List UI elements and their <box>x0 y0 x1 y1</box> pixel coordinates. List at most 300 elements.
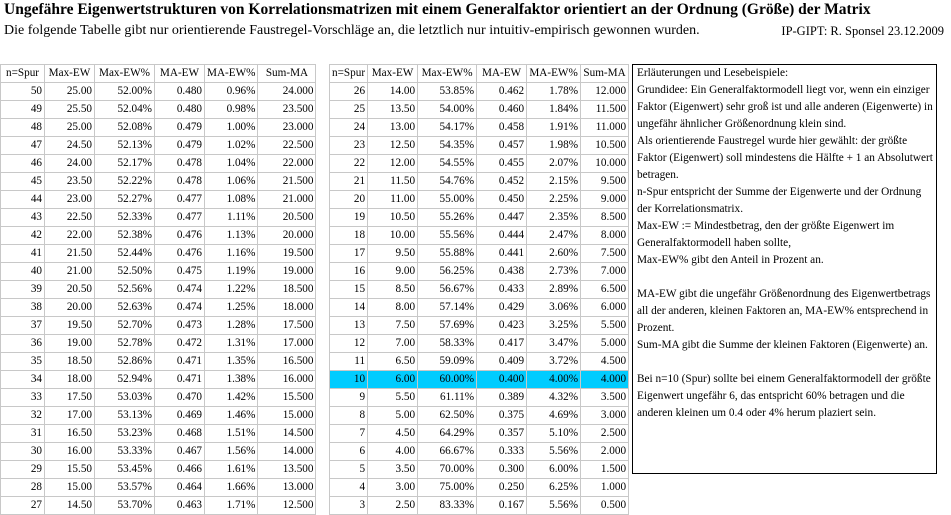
table-cell: 52.78% <box>95 335 155 353</box>
table-body <box>330 83 629 515</box>
table-cell: 10.50 <box>368 209 418 227</box>
table-cell: 37 <box>1 317 45 335</box>
table-cell: 2.07% <box>527 155 581 173</box>
table-cell: 17.50 <box>45 389 95 407</box>
table-cell: 0.476 <box>155 245 205 263</box>
table-cell: 6.00 <box>368 371 418 389</box>
table-cell: 3.500 <box>581 389 629 407</box>
table-cell: 4.00% <box>527 371 581 389</box>
table-cell: 0.480 <box>155 83 205 101</box>
table-cell: 3.47% <box>527 335 581 353</box>
table-cell: 10.500 <box>581 137 629 155</box>
table-cell: 9.000 <box>581 191 629 209</box>
table-row <box>330 299 629 317</box>
table-cell: 24.00 <box>45 155 95 173</box>
table-cell: 54.35% <box>418 137 477 155</box>
table-cell: 4 <box>330 479 368 497</box>
table-cell: 1.25% <box>205 299 258 317</box>
table-row <box>330 461 629 479</box>
table-cell: 4.32% <box>527 389 581 407</box>
table-cell: 15.00 <box>45 479 95 497</box>
table-cell: 0.466 <box>155 461 205 479</box>
table-cell: 13.50 <box>368 101 418 119</box>
table-cell: 19 <box>330 209 368 227</box>
table-cell: 52.04% <box>95 101 155 119</box>
table-cell: 0.479 <box>155 119 205 137</box>
table-cell: 6 <box>330 443 368 461</box>
eigenvalue-table-left <box>0 64 316 515</box>
table-cell: 1.84% <box>527 101 581 119</box>
table-cell: 11 <box>330 353 368 371</box>
table-cell: 0.452 <box>477 173 527 191</box>
table-cell: 12.000 <box>581 83 629 101</box>
table-row <box>330 227 629 245</box>
table-cell: 0.409 <box>477 353 527 371</box>
table-cell: 31 <box>1 425 45 443</box>
table-cell: 0.455 <box>477 155 527 173</box>
table-cell: 0.477 <box>155 209 205 227</box>
table-cell: 0.98% <box>205 101 258 119</box>
table-cell: 25.00 <box>45 83 95 101</box>
table-cell: 0.460 <box>477 101 527 119</box>
table-cell: 1.56% <box>205 443 258 461</box>
column-header: MA-EW% <box>527 65 581 83</box>
table-cell: 8.00 <box>368 299 418 317</box>
table-row <box>1 281 316 299</box>
table-cell: 12.00 <box>368 155 418 173</box>
table-cell: 9.50 <box>368 245 418 263</box>
table-cell: 16 <box>330 263 368 281</box>
explanation-notes-box <box>632 64 937 474</box>
table-cell: 0.441 <box>477 245 527 263</box>
table-cell: 83.33% <box>418 497 477 515</box>
table-row <box>1 335 316 353</box>
table-cell: 54.76% <box>418 173 477 191</box>
table-cell: 59.09% <box>418 353 477 371</box>
table-cell: 1.000 <box>581 479 629 497</box>
table-cell: 23 <box>330 137 368 155</box>
table-cell: 52.63% <box>95 299 155 317</box>
table-cell: 10 <box>330 371 368 389</box>
table-cell: 0.417 <box>477 335 527 353</box>
column-header: Max-EW <box>45 65 95 83</box>
table-cell: 5.500 <box>581 317 629 335</box>
table-row <box>330 317 629 335</box>
table-row <box>1 191 316 209</box>
table-cell: 0.458 <box>477 119 527 137</box>
table-header-row <box>330 65 629 83</box>
table-cell: 0.389 <box>477 389 527 407</box>
table-cell: 16.000 <box>258 371 316 389</box>
table-cell: 14.500 <box>258 425 316 443</box>
table-cell: 5.000 <box>581 335 629 353</box>
table-cell: 27 <box>1 497 45 515</box>
table-row <box>1 353 316 371</box>
table-cell: 52.70% <box>95 317 155 335</box>
table-cell: 0.423 <box>477 317 527 335</box>
table-cell: 0.462 <box>477 83 527 101</box>
table-cell: 47 <box>1 137 45 155</box>
table-cell: 3.72% <box>527 353 581 371</box>
table-cell: 2.60% <box>527 245 581 263</box>
table-cell: 16.00 <box>45 443 95 461</box>
table-cell: 6.25% <box>527 479 581 497</box>
column-header: n=Spur <box>330 65 368 83</box>
table-cell: 52.33% <box>95 209 155 227</box>
table-cell: 11.500 <box>581 101 629 119</box>
note-paragraph: Erläuterungen und Lesebeispiele: <box>637 67 789 79</box>
table-cell: 36 <box>1 335 45 353</box>
table-cell: 7.500 <box>581 245 629 263</box>
table-cell: 49 <box>1 101 45 119</box>
note-paragraph: Als orientierende Faustregel wurde hier gewählt: der größte Faktor (Eigenwert) soll mindestens die Hälfte + 1 an Absolutwert betragen. <box>637 135 933 181</box>
table-cell: 0.357 <box>477 425 527 443</box>
table-cell: 30 <box>1 443 45 461</box>
column-header: MA-EW% <box>205 65 258 83</box>
table-cell: 1.71% <box>205 497 258 515</box>
table-cell: 25 <box>330 101 368 119</box>
table-cell: 10.00 <box>368 227 418 245</box>
table-cell: 55.56% <box>418 227 477 245</box>
author-credit: IP-GIPT: R. Sponsel 23.12.2009 <box>781 24 944 38</box>
table-cell: 1.61% <box>205 461 258 479</box>
table-cell: 14.000 <box>258 443 316 461</box>
table-cell: 14.50 <box>45 497 95 515</box>
table-cell: 55.00% <box>418 191 477 209</box>
table-cell: 21 <box>330 173 368 191</box>
table-cell: 52.44% <box>95 245 155 263</box>
table-cell: 57.69% <box>418 317 477 335</box>
column-header: Max-EW <box>368 65 418 83</box>
table-cell: 3.000 <box>581 407 629 425</box>
table-cell: 23.50 <box>45 173 95 191</box>
table-cell: 13.000 <box>258 479 316 497</box>
table-cell: 0.450 <box>477 191 527 209</box>
table-cell: 20 <box>330 191 368 209</box>
table-cell: 18.000 <box>258 299 316 317</box>
column-header: Sum-MA <box>258 65 316 83</box>
table-cell: 2.25% <box>527 191 581 209</box>
table-cell: 18.50 <box>45 353 95 371</box>
table-row <box>1 209 316 227</box>
table-cell: 11.50 <box>368 173 418 191</box>
table-cell: 12.50 <box>368 137 418 155</box>
table-cell: 52.17% <box>95 155 155 173</box>
table-cell: 1.13% <box>205 227 258 245</box>
table-cell: 7.50 <box>368 317 418 335</box>
table-cell: 58.33% <box>418 335 477 353</box>
table-cell: 0.471 <box>155 353 205 371</box>
table-cell: 24.000 <box>258 83 316 101</box>
table-cell: 12.500 <box>258 497 316 515</box>
table-cell: 3.50 <box>368 461 418 479</box>
table-cell: 18.00 <box>45 371 95 389</box>
table-cell: 0.438 <box>477 263 527 281</box>
table-cell: 2.50 <box>368 497 418 515</box>
page-subtitle: Die folgende Tabelle gibt nur orientierende Faustregel-Vorschläge an, die letztlich nur intuitiv-empirisch gewonnen wurden. <box>4 23 700 38</box>
table-cell: 55.88% <box>418 245 477 263</box>
table-cell: 19.500 <box>258 245 316 263</box>
table-cell: 9.00 <box>368 263 418 281</box>
table-cell: 22.500 <box>258 137 316 155</box>
table-cell: 10.000 <box>581 155 629 173</box>
table-row <box>330 83 629 101</box>
table-row <box>1 371 316 389</box>
table-cell: 0.469 <box>155 407 205 425</box>
table-cell: 22.000 <box>258 155 316 173</box>
table-cell: 55.26% <box>418 209 477 227</box>
table-cell: 20.00 <box>45 299 95 317</box>
table-cell: 75.00% <box>418 479 477 497</box>
column-header: MA-EW <box>477 65 527 83</box>
note-paragraph: Bei n=10 (Spur) sollte bei einem Generalfaktormodell der größte Eigenwert ungefähr 6, das entspricht 60% betragen und die anderen kleinen um 0.4 oder 4% herum plaziert sein. <box>637 373 931 419</box>
table-cell: 23.500 <box>258 101 316 119</box>
note-paragraph: Max-EW := Mindestbetrag, den der größte Eigenwert im Generalfaktormodell haben sollte, <box>637 220 895 249</box>
table-cell: 29 <box>1 461 45 479</box>
table-cell: 21.500 <box>258 173 316 191</box>
table-row <box>1 83 316 101</box>
table-row <box>1 425 316 443</box>
table-cell: 64.29% <box>418 425 477 443</box>
table-cell: 52.27% <box>95 191 155 209</box>
table-cell: 0.433 <box>477 281 527 299</box>
table-cell: 1.46% <box>205 407 258 425</box>
table-cell: 20.500 <box>258 209 316 227</box>
table-cell: 15 <box>330 281 368 299</box>
table-cell: 52.56% <box>95 281 155 299</box>
table-cell: 0.463 <box>155 497 205 515</box>
column-header: Max-EW% <box>418 65 477 83</box>
table-cell: 0.479 <box>155 137 205 155</box>
table-row <box>1 317 316 335</box>
table-cell: 46 <box>1 155 45 173</box>
table-cell: 18.500 <box>258 281 316 299</box>
column-header: n=Spur <box>1 65 45 83</box>
note-paragraph: Max-EW% gibt den Anteil in Prozent an. <box>637 254 824 266</box>
table-cell: 1.19% <box>205 263 258 281</box>
eigenvalue-table-right <box>329 64 629 515</box>
table-cell: 9 <box>330 389 368 407</box>
table-row <box>1 119 316 137</box>
table-cell: 41 <box>1 245 45 263</box>
table-cell: 56.67% <box>418 281 477 299</box>
table-cell: 0.478 <box>155 155 205 173</box>
table-cell: 5.50 <box>368 389 418 407</box>
table-cell: 53.85% <box>418 83 477 101</box>
table-cell: 45 <box>1 173 45 191</box>
table-cell: 1.31% <box>205 335 258 353</box>
table-row <box>1 101 316 119</box>
table-row <box>330 245 629 263</box>
table-cell: 28 <box>1 479 45 497</box>
table-cell: 22 <box>330 155 368 173</box>
table-cell: 6.50 <box>368 353 418 371</box>
table-cell: 4.000 <box>581 371 629 389</box>
table-cell: 38 <box>1 299 45 317</box>
table-cell: 0.480 <box>155 101 205 119</box>
table-cell: 52.94% <box>95 371 155 389</box>
table-cell: 4.69% <box>527 407 581 425</box>
table-cell: 53.57% <box>95 479 155 497</box>
table-cell: 52.38% <box>95 227 155 245</box>
table-cell: 0.475 <box>155 263 205 281</box>
table-cell: 0.474 <box>155 281 205 299</box>
table-cell: 1.06% <box>205 173 258 191</box>
table-cell: 5.56% <box>527 497 581 515</box>
table-cell: 8.50 <box>368 281 418 299</box>
table-cell: 6.00% <box>527 461 581 479</box>
table-cell: 24 <box>330 119 368 137</box>
table-cell: 14.00 <box>368 83 418 101</box>
table-cell: 61.11% <box>418 389 477 407</box>
table-cell: 0.470 <box>155 389 205 407</box>
table-cell: 0.333 <box>477 443 527 461</box>
table-cell: 0.444 <box>477 227 527 245</box>
table-cell: 42 <box>1 227 45 245</box>
table-cell: 1.04% <box>205 155 258 173</box>
table-cell: 8.000 <box>581 227 629 245</box>
table-cell: 1.78% <box>527 83 581 101</box>
table-cell: 66.67% <box>418 443 477 461</box>
table-row <box>330 119 629 137</box>
table-cell: 7.00 <box>368 335 418 353</box>
table-row <box>1 461 316 479</box>
note-spacer <box>637 354 933 371</box>
table-cell: 4.500 <box>581 353 629 371</box>
table-row <box>330 191 629 209</box>
table-cell: 39 <box>1 281 45 299</box>
table-cell: 21.00 <box>45 263 95 281</box>
table-cell: 5.56% <box>527 443 581 461</box>
table-cell: 33 <box>1 389 45 407</box>
note-paragraph: Grundidee: Ein Generalfaktormodell liegt vor, wenn ein einziger Faktor (Eigenwert) sehr groß ist und alle anderen (Eigenwerte) in ungefähr ähnlicher Größenordnung klein sind. <box>637 84 933 130</box>
table-cell: 48 <box>1 119 45 137</box>
table-row <box>330 173 629 191</box>
table-cell: 16.50 <box>45 425 95 443</box>
table-row <box>1 497 316 515</box>
table-cell: 0.96% <box>205 83 258 101</box>
table-row <box>330 497 629 515</box>
table-cell: 57.14% <box>418 299 477 317</box>
table-header-row <box>1 65 316 83</box>
table-row <box>330 101 629 119</box>
table-cell: 1.00% <box>205 119 258 137</box>
table-cell: 0.468 <box>155 425 205 443</box>
table-cell: 0.375 <box>477 407 527 425</box>
table-row <box>330 263 629 281</box>
table-cell: 22.00 <box>45 227 95 245</box>
table-cell: 0.457 <box>477 137 527 155</box>
table-body <box>1 83 316 515</box>
table-cell: 1.16% <box>205 245 258 263</box>
table-row <box>330 137 629 155</box>
table-cell: 5 <box>330 461 368 479</box>
table-row <box>330 425 629 443</box>
table-cell: 15.500 <box>258 389 316 407</box>
table-cell: 5.10% <box>527 425 581 443</box>
column-header: Max-EW% <box>95 65 155 83</box>
table-cell: 0.400 <box>477 371 527 389</box>
table-row <box>1 407 316 425</box>
table-row <box>330 155 629 173</box>
table-cell: 5.00 <box>368 407 418 425</box>
table-cell: 21.000 <box>258 191 316 209</box>
table-cell: 1.500 <box>581 461 629 479</box>
note-spacer <box>637 269 933 286</box>
table-row <box>1 137 316 155</box>
table-cell: 20.000 <box>258 227 316 245</box>
table-cell: 54.00% <box>418 101 477 119</box>
table-cell: 0.464 <box>155 479 205 497</box>
column-header: MA-EW <box>155 65 205 83</box>
table-cell: 19.00 <box>45 335 95 353</box>
table-cell: 34 <box>1 371 45 389</box>
table-cell: 17.500 <box>258 317 316 335</box>
table-cell: 1.22% <box>205 281 258 299</box>
table-cell: 19.50 <box>45 317 95 335</box>
table-row <box>330 443 629 461</box>
table-cell: 25.00 <box>45 119 95 137</box>
table-cell: 0.429 <box>477 299 527 317</box>
table-cell: 3 <box>330 497 368 515</box>
table-cell: 53.45% <box>95 461 155 479</box>
note-paragraph: Sum-MA gibt die Summe der kleinen Faktoren (Eigenwerte) an. <box>637 339 928 351</box>
table-cell: 11.00 <box>368 191 418 209</box>
table-cell: 0.478 <box>155 173 205 191</box>
table-cell: 70.00% <box>418 461 477 479</box>
table-cell: 1.51% <box>205 425 258 443</box>
table-cell: 1.08% <box>205 191 258 209</box>
table-cell: 1.28% <box>205 317 258 335</box>
table-cell: 2.15% <box>527 173 581 191</box>
table-cell: 0.474 <box>155 299 205 317</box>
table-cell: 0.167 <box>477 497 527 515</box>
table-cell: 1.98% <box>527 137 581 155</box>
column-header: Sum-MA <box>581 65 629 83</box>
table-cell: 60.00% <box>418 371 477 389</box>
table-cell: 52.13% <box>95 137 155 155</box>
table-row <box>330 389 629 407</box>
table-row <box>330 209 629 227</box>
table-cell: 1.38% <box>205 371 258 389</box>
table-cell: 2.73% <box>527 263 581 281</box>
table-cell: 19.000 <box>258 263 316 281</box>
table-row <box>330 371 629 389</box>
table-cell: 1.91% <box>527 119 581 137</box>
table-cell: 32 <box>1 407 45 425</box>
table-cell: 23.00 <box>45 191 95 209</box>
table-cell: 13.00 <box>368 119 418 137</box>
table-cell: 0.500 <box>581 497 629 515</box>
table-cell: 2.500 <box>581 425 629 443</box>
table-cell: 54.55% <box>418 155 477 173</box>
table-cell: 0.472 <box>155 335 205 353</box>
table-cell: 18 <box>330 227 368 245</box>
table-cell: 0.447 <box>477 209 527 227</box>
table-cell: 1.35% <box>205 353 258 371</box>
table-cell: 25.50 <box>45 101 95 119</box>
table-row <box>1 263 316 281</box>
table-cell: 26 <box>330 83 368 101</box>
table-row <box>1 173 316 191</box>
table-cell: 24.50 <box>45 137 95 155</box>
table-cell: 56.25% <box>418 263 477 281</box>
table-cell: 0.471 <box>155 371 205 389</box>
table-cell: 2.47% <box>527 227 581 245</box>
table-cell: 17 <box>330 245 368 263</box>
table-cell: 13 <box>330 317 368 335</box>
table-cell: 52.08% <box>95 119 155 137</box>
